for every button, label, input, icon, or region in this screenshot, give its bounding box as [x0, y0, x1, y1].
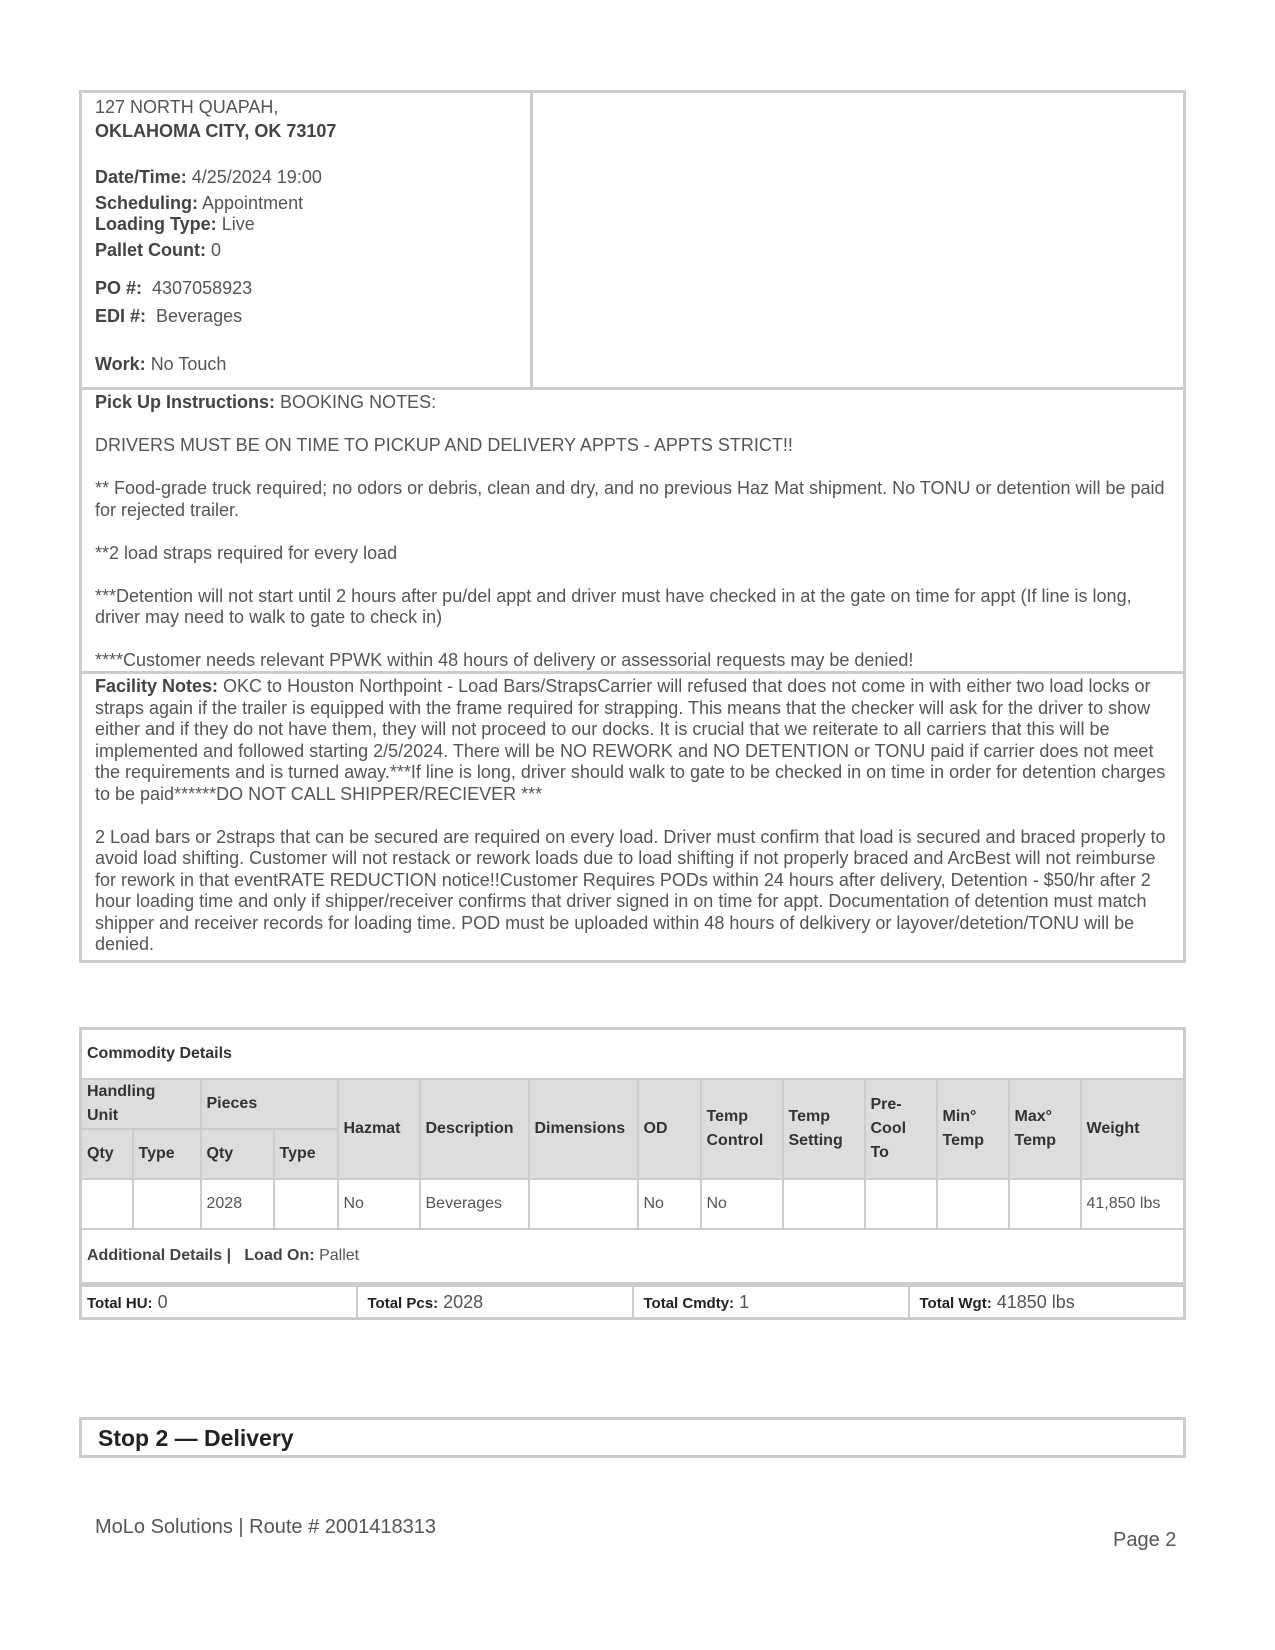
header-hazmat: Hazmat [338, 1079, 420, 1179]
header-handling-unit: Handling Unit [81, 1079, 201, 1129]
cell-description: Beverages [420, 1179, 529, 1229]
header-hu-type: Type [133, 1129, 201, 1179]
pickup-instruction-1: DRIVERS MUST BE ON TIME TO PICKUP AND DELIVERY APPTS - APPTS STRICT!! [95, 435, 793, 455]
total-hu: Total HU: 0 [81, 1286, 357, 1319]
cell-dimensions [529, 1179, 638, 1229]
footer-route: MoLo Solutions | Route # 2001418313 [95, 1516, 437, 1538]
pickup-instructions-intro: Pick Up Instructions: BOOKING NOTES: [95, 392, 437, 412]
cell-pcs-qty: 2028 [201, 1179, 274, 1229]
total-wgt: Total Wgt: 41850 lbs [909, 1286, 1185, 1319]
cell-temp-setting [783, 1179, 865, 1229]
work: Work: No Touch [95, 354, 227, 374]
pickup-instruction-3: **2 load straps required for every load [95, 542, 398, 563]
cell-pcs-type [274, 1179, 338, 1229]
address-line2: OKLAHOMA CITY, OK 73107 [95, 121, 337, 141]
po-number: PO #: 4307058923 [95, 278, 253, 298]
header-max-temp: Max° Temp [1009, 1079, 1081, 1179]
facility-notes [82, 674, 1183, 960]
additional-details: Additional Details | Load On: Pallet [81, 1229, 1185, 1284]
header-temp-setting: Temp Setting [783, 1079, 865, 1179]
loading-type: Loading Type: Live [95, 214, 255, 234]
cell-od: No [638, 1179, 701, 1229]
cell-max-temp [1009, 1179, 1081, 1229]
header-hu-qty: Qty [81, 1129, 133, 1179]
header-temp-control: Temp Control [701, 1079, 783, 1179]
address-line1: 127 NORTH QUAPAH, [95, 97, 279, 117]
header-pcs-type: Type [274, 1129, 338, 1179]
cell-weight: 41,850 lbs [1081, 1179, 1185, 1229]
commodity-section [79, 1027, 1186, 1320]
pickup-instructions [82, 390, 1183, 674]
pickup-instruction-5: ****Customer needs relevant PPWK within 48 hours of delivery or assessorial requests may be denied! [95, 650, 914, 670]
pallet-count: Pallet Count: 0 [95, 240, 222, 260]
pickup-instruction-2: ** Food-grade truck required; no odors or debris, clean and dry, and no previous Haz Mat shipment. No TONU or detention will be paid for rejected trailer. [95, 478, 1165, 520]
stop-details [82, 93, 533, 387]
header-dimensions: Dimensions [529, 1079, 638, 1179]
header-pre-cool-to: Pre-Cool To [865, 1079, 937, 1179]
header-pieces: Pieces [201, 1079, 338, 1129]
stop-details-blank [533, 93, 1183, 387]
header-pcs-qty: Qty [201, 1129, 274, 1179]
totals-table [79, 1285, 1186, 1320]
cell-hu-qty [81, 1179, 133, 1229]
facility-notes-2: 2 Load bars or 2straps that can be secured are required on every load. Driver must confirm that load is secured and braced properly to avoid load shifting. Customer will not restack or rework loads due to load shifting if not properly braced and ArcBest will not reimburse for rework in that eventRATE REDUCTION notice!!Customer Requires PODs within 24 hours after delivery, Detention - $50/hr after 2 hour loading time and only if shipper/receiver confirms that driver signed in on time for appt. Documentation of detention must match shipper and receiver records for loading time. POD must be uploaded within 48 hours of delkivery or layover/detetion/TONU will be denied. [95, 826, 1166, 954]
stop-details-row [82, 93, 1183, 390]
pickup-instruction-4: ***Detention will not start until 2 hours after pu/del appt and driver must have checked in at the gate on time for appt (If line is long, driver may need to walk to gate to check in) [95, 585, 1132, 627]
header-description: Description [420, 1079, 529, 1179]
cell-hazmat: No [338, 1179, 420, 1229]
stop-info-box [79, 90, 1186, 963]
facility-notes-1: Facility Notes: OKC to Houston Northpoint - Load Bars/StrapsCarrier will refused that does not come in with either two load locks or straps again if the trailer is equipped with the frame required for strapping. This means that the checker will ask for the driver to show either and if they do not have them, they will not proceed to our docks. It is crucial that we reiterate to all carriers that this will be implemented and followed starting 2/5/2024. There will be NO REWORK and NO DETENTION or TONU paid if carrier does not meet the requirements and is turned away.***If line is long, driver should walk to gate to be checked in on time in order for detention charges to be paid******DO NOT CALL SHIPPER/RECIEVER *** [95, 676, 1166, 804]
table-row [81, 1179, 1185, 1229]
total-cmdty: Total Cmdty: 1 [633, 1286, 909, 1319]
stop2-header: Stop 2 — Delivery [79, 1417, 1186, 1458]
header-min-temp: Min° Temp [937, 1079, 1009, 1179]
datetime: Date/Time: 4/25/2024 19:00 [95, 167, 322, 187]
cell-hu-type [133, 1179, 201, 1229]
cell-temp-control: No [701, 1179, 783, 1229]
header-weight: Weight [1081, 1079, 1185, 1179]
cell-min-temp [937, 1179, 1009, 1229]
header-od: OD [638, 1079, 701, 1179]
page-number: Page 2 [1113, 1529, 1177, 1551]
scheduling: Scheduling: Appointment [95, 193, 304, 213]
commodity-table [79, 1027, 1186, 1285]
cell-pre-cool-to [865, 1179, 937, 1229]
total-pcs: Total Pcs: 2028 [357, 1286, 633, 1319]
commodity-title: Commodity Details [81, 1029, 1185, 1080]
edi-number: EDI #: Beverages [95, 306, 243, 326]
